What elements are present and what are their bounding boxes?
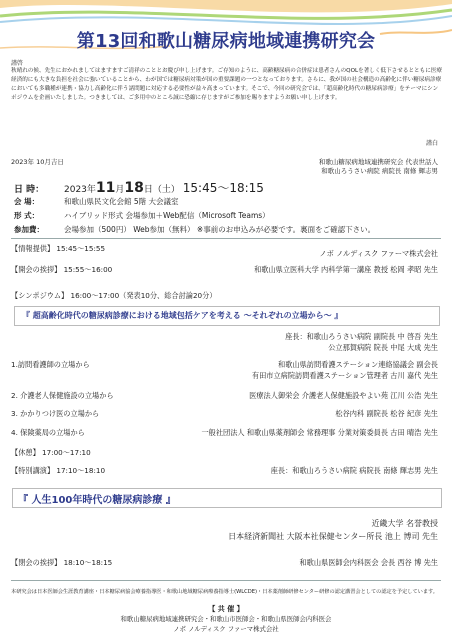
event-format bbox=[14, 210, 270, 221]
talk-3-speaker: 松谷内科 副院長 松谷 紀彦 先生 bbox=[335, 409, 438, 418]
venue-label: 会 場： bbox=[14, 197, 40, 206]
talk-3-topic: 3. かかりつけ医の立場から bbox=[11, 409, 100, 418]
venue-value: 和歌山県民文化会館 5階 大会議室 bbox=[64, 197, 179, 206]
fee-label: 参加費： bbox=[14, 225, 44, 234]
talk-2-topic: 2. 介護老人保健施設の立場から bbox=[11, 391, 114, 400]
lecture-chair: 座長：和歌山ろうさい病院 病院長 南條 輝志男 先生 bbox=[270, 466, 438, 475]
symposium-chair-1: 座長：和歌山ろうさい病院 副院長 中 啓吾 先生 bbox=[285, 332, 438, 341]
talk-4-topic: 4. 保険薬局の立場から bbox=[11, 428, 85, 437]
datetime-month-unit: 月 bbox=[115, 185, 125, 195]
lecturer-name: 日本経済新聞社 大阪本社保健センター所長 池上 博司 先生 bbox=[228, 532, 438, 541]
cosponsor-heading: 【 共 催 】 bbox=[208, 605, 244, 613]
break-heading: 【休憩】 17:00～17:10 bbox=[11, 448, 91, 457]
format-label: 形 式： bbox=[14, 211, 40, 220]
organizer-line-1: 和歌山糖尿病地域連携研究会 代表世話人 bbox=[318, 158, 438, 166]
talk-2-speaker: 医療法人御栄会 介護老人保健施設やよい苑 江川 公浩 先生 bbox=[249, 391, 438, 400]
symposium-chair-2: 公立那賀病院 院長 中尾 大成 先生 bbox=[328, 343, 438, 352]
greeting-opening: 謹啓 bbox=[11, 60, 24, 67]
datetime-label: 日 時： bbox=[14, 185, 45, 195]
opening-heading: 【開会の挨拶】 15:55～16:00 bbox=[11, 265, 113, 274]
info-provision-sponsor: ノボ ノルディスク ファーマ株式会社 bbox=[319, 249, 438, 258]
divider bbox=[11, 580, 441, 581]
issue-date: 2023年 10月吉日 bbox=[11, 158, 64, 166]
organizer-line-2: 和歌山ろうさい病院 病院長 南條 輝志男 bbox=[321, 167, 438, 175]
cosponsor-line-2: ノボ ノルディスク ファーマ株式会社 bbox=[173, 625, 279, 633]
divider bbox=[11, 238, 441, 239]
greeting-closing: 謹白 bbox=[425, 140, 438, 147]
talk-4-speaker: 一般社団法人 和歌山県薬剤師会 常務理事 分業対策委員長 古田 晴浩 先生 bbox=[201, 428, 438, 437]
talk-1-topic: 1.訪問看護師の立場から bbox=[11, 360, 90, 369]
lecture-heading: 【特別講演】 17:10～18:10 bbox=[11, 466, 106, 475]
talk-1-speaker: 有田市立病院訪問看護ステーション管理者 古川 嘉代 先生 bbox=[251, 371, 438, 380]
datetime-weekday: 日（土） bbox=[143, 185, 180, 195]
lecture-title: 『 人生100年時代の糖尿病診療 』 bbox=[18, 495, 176, 506]
opening-speaker: 和歌山県立医科大学 内科学第一講座 教授 松岡 孝昭 先生 bbox=[254, 265, 438, 274]
datetime-time: 15:45～18:15 bbox=[182, 181, 264, 195]
format-value: ハイブリッド形式 会場参加＋Web配信（Microsoft Teams） bbox=[64, 211, 270, 220]
greeting-body: 秋晴れの候、先生におかれましてはますますご清祥のこととお慶び申し上げます。ご存知のように、高齢糖尿病の合併症は患者さんのQOLを著しく低下させるとともに医療経済的にも大きな負担を社会に強いていることから、わが国では糖尿病対策が国の重要課題の一つとなっております。さらに、我が国の社会構造の高齢化に伴い糖尿病診療においても多職種が連携・協力し高齢化に伴う諸問題に対応する必要性が益々高まっています。そこで、今回の研究会では、「超高齢化時代の糖尿病診療」をテーマにシンポジウムを企画いたしました。つきましては、ご多用中のところ誠に恐縮に存じますがご参加を賜りますようお願い申し上げます。 bbox=[11, 68, 443, 101]
symposium-heading: 【シンポジウム】 16:00～17:00（発表10分、総合討論20分） bbox=[11, 291, 217, 300]
closing-heading: 【閉会の挨拶】 18:10～18:15 bbox=[11, 558, 113, 567]
datetime-year: 2023年 bbox=[64, 185, 96, 195]
talk-1-speaker-affil: 和歌山県訪問看護ステーション連絡協議会 副会長 bbox=[278, 360, 438, 369]
info-provision-heading: 【情報提供】 15:45～15:55 bbox=[11, 244, 106, 253]
datetime-day: 18 bbox=[124, 180, 144, 196]
accreditation-note: 本研究会は日本医師会生涯教育講座・日本糖尿病協会療養指導医・和歌山地域糖尿病療養指導士(WLCDE)・日本薬剤師研修センター研修の認定講習会としての認定を予定しています。 bbox=[11, 589, 438, 595]
datetime-month: 11 bbox=[95, 180, 116, 196]
event-datetime bbox=[14, 179, 264, 196]
lecturer-title: 近畿大学 名誉教授 bbox=[371, 519, 438, 528]
closing-speaker: 和歌山県医師会内科医会 会長 西谷 博 先生 bbox=[299, 558, 438, 567]
event-venue bbox=[14, 196, 179, 207]
cosponsor-line-1: 和歌山糖尿病地域連携研究会・和歌山市医師会・和歌山県医師会内科医会 bbox=[120, 615, 332, 623]
fee-value: 会場参加（500円） Web参加（無料） ※事前のお申込みが必要です。裏面をご確認下さい。 bbox=[64, 225, 376, 234]
event-title: 第13回和歌山糖尿病地域連携研究会 bbox=[76, 31, 376, 52]
symposium-title: 『 超高齢化時代の糖尿病診療における地域包括ケアを考える ～それぞれの立場から～ 』 bbox=[22, 311, 343, 320]
event-fee bbox=[14, 224, 375, 235]
